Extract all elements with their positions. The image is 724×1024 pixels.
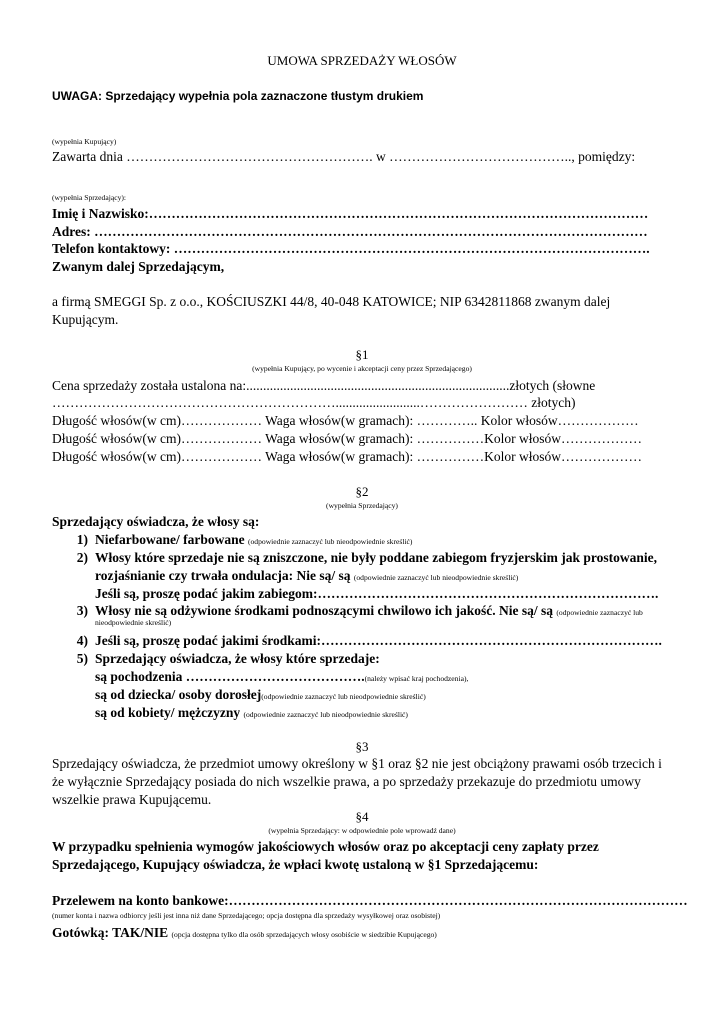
section-3-title: §3 xyxy=(355,739,369,754)
item-5-origin-field[interactable] xyxy=(95,669,468,687)
price-words-field[interactable]: ……………………………………………………….........................…………………… złotych) xyxy=(52,395,576,410)
section-2-lead: Sprzedający oświadcza, że włosy są: xyxy=(52,514,260,529)
item-5 xyxy=(68,651,380,667)
section-4-line-2: Sprzedającego, Kupujący oświadcza, że wpłaci kwotę ustaloną w §1 Sprzedającemu: xyxy=(52,857,539,872)
item-2-number: 2) xyxy=(76,550,88,565)
item-3-note-a: (odpowiednie zaznaczyć lub xyxy=(556,608,643,617)
item-5-gender-note: (odpowiednie zaznaczyć lub nieodpowiednie skreślić) xyxy=(243,710,408,719)
price-field[interactable]: Cena sprzedaży została ustalona na:..............................................................................złotych (słowne xyxy=(52,378,596,393)
seller-phone-field[interactable]: Telefon kontaktowy: ……………………………………………………………………………………………. xyxy=(52,241,650,256)
item-2-note: (odpowiednie zaznaczyć lub nieodpowiednie skreślić) xyxy=(353,573,519,582)
item-4-text: Jeśli są, proszę podać jakimi środkami:…………………………………………………………………. xyxy=(95,633,662,648)
bank-transfer-field[interactable]: Przelewem na konto bankowe:………………………………………………………………………………………… xyxy=(52,893,688,908)
item-3-note-b: nieodpowiednie skreślić) xyxy=(95,618,172,627)
section-2-note: (wypełnia Sprzedający) xyxy=(326,501,398,510)
buyer-firm-line-1: a firmą SMEGGI Sp. z o.o., KOŚCIUSZKI 44/8, 40-048 KATOWICE; NIP 6342811868 zwanym dalej xyxy=(52,294,611,309)
section-3-line-3: wszelkie prawa Kupującemu. xyxy=(52,792,212,807)
section-4-note: (wypełnia Sprzedający: w odpowiednie pole wprowadź dane) xyxy=(268,826,456,835)
item-1-number: 1) xyxy=(76,532,88,547)
section-1-note: (wypełnia Kupujący, po wycenie i akceptacji ceny przez Sprzedającego) xyxy=(252,364,472,373)
cash-choice[interactable] xyxy=(52,925,437,943)
cash-note: (opcja dostępna tylko dla osób sprzedających włosy osobiście w siedzibie Kupującego) xyxy=(171,930,437,939)
hair-row-2[interactable]: Długość włosów(w cm)……………… Waga włosów(w gramach): ……………Kolor włosów……………… xyxy=(52,431,642,446)
concluded-line: Zawarta dnia ………………………………………………. w ………………………………….., pomiędzy: xyxy=(52,149,636,164)
document-title: UMOWA SPRZEDAŻY WŁOSÓW xyxy=(267,53,457,68)
section-1-title: §1 xyxy=(355,347,369,362)
section-3-line-1: Sprzedający oświadcza, że przedmiot umowy określony w §1 oraz §2 nie jest obciążony prawami osób trzecich i xyxy=(52,756,662,771)
hair-row-3[interactable]: Długość włosów(w cm)……………… Waga włosów(w gramach): ……………Kolor włosów……………… xyxy=(52,449,642,464)
buyer-firm-line-2: Kupującym. xyxy=(52,312,119,327)
item-2-choice[interactable] xyxy=(95,568,518,586)
section-4-line-1: W przypadku spełnienia wymogów jakościowych włosów oraz po akceptacji ceny zapłaty przez xyxy=(52,839,599,854)
bank-transfer-note: (numer konta i nazwa odbiorcy jeśli jest inna niż dane Sprzedającego; opcja dostępna dla sprzedaży wysyłkowej oraz osobistej) xyxy=(52,911,441,920)
seller-called: Zwanym dalej Sprzedającym, xyxy=(52,259,225,274)
item-5-age: są od dziecka/ osoby dorosłej xyxy=(95,687,262,702)
item-5-gender: są od kobiety/ mężczyzny xyxy=(95,705,241,720)
note-seller: (wypełnia Sprzedający): xyxy=(52,193,127,202)
hair-row-1[interactable]: Długość włosów(w cm)……………… Waga włosów(w gramach): ………….. Kolor włosów……………… xyxy=(52,413,639,428)
section-2-title: §2 xyxy=(355,484,369,499)
item-1-text: Niefarbowane/ farbowane xyxy=(95,532,245,547)
seller-name-field[interactable]: Imię i Nazwisko:………………………………………………………………………………………………… xyxy=(52,206,649,221)
item-2-treatment-field[interactable]: Jeśli są, proszę podać jakim zabiegom:…………………………………………………………………. xyxy=(95,586,659,601)
item-2 xyxy=(68,550,657,566)
item-5-origin: są pochodzenia …………………………………. xyxy=(95,669,365,684)
note-buyer: (wypełnia Kupujący) xyxy=(52,137,117,146)
notice: UWAGA: Sprzedający wypełnia pola zaznaczone tłustym drukiem xyxy=(52,89,424,103)
item-2-line-1: Włosy które sprzedaje nie są zniszczone, nie były poddane zabiegom fryzjerskim jak prostowanie, xyxy=(95,550,657,565)
item-1[interactable] xyxy=(68,532,412,550)
item-4-number: 4) xyxy=(76,633,88,648)
item-5-text: Sprzedający oświadcza, że włosy które sprzedaje: xyxy=(95,651,380,666)
seller-address-field[interactable]: Adres: …………………………………………………………………………………………………………… xyxy=(52,224,648,239)
item-1-note: (odpowiednie zaznaczyć lub nieodpowiednie skreślić) xyxy=(247,537,413,546)
item-3-line-1: Włosy nie są odżywione środkami podnoszącymi chwilowo ich jakość. Nie są/ są xyxy=(95,603,554,618)
section-4-title: §4 xyxy=(355,809,369,824)
item-5-gender-choice[interactable] xyxy=(95,705,408,723)
item-5-origin-note: (należy wpisać kraj pochodzenia), xyxy=(364,674,469,683)
item-5-age-note: (odpowiednie zaznaczyć lub nieodpowiednie skreślić) xyxy=(261,692,426,701)
item-4[interactable] xyxy=(68,633,662,649)
item-3-number: 3) xyxy=(76,603,88,618)
section-3-line-2: że wyłącznie Sprzedający posiada do nich wszelkie prawa, a po sprzedaży przekazuje do przedmiotu umowy xyxy=(52,774,641,789)
cash-label: Gotówką: TAK/NIE xyxy=(52,925,169,940)
item-5-age-choice[interactable] xyxy=(95,687,426,705)
item-2-line-2: rozjaśnianie czy trwała ondulacja: Nie są/ są xyxy=(95,568,351,583)
item-5-number: 5) xyxy=(76,651,88,666)
